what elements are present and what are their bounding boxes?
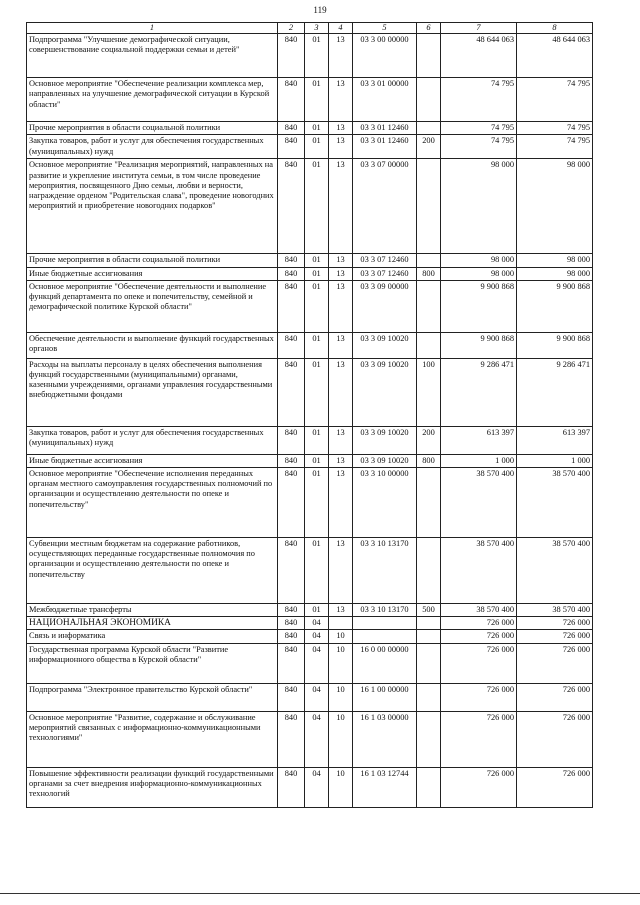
row-expense-type	[417, 711, 441, 767]
row-name: Подпрограмма "Улучшение демографической ситуации, совершенствование социальной поддержки семьи и детей"	[27, 34, 278, 78]
budget-table	[26, 22, 593, 808]
row-ministry-code: 840	[278, 135, 305, 159]
row-section-code: 01	[305, 538, 329, 604]
table-row	[27, 643, 593, 683]
column-header: 4	[329, 23, 353, 34]
row-ministry-code: 840	[278, 767, 305, 807]
row-amount-2: 726 000	[517, 767, 593, 807]
row-amount-1: 726 000	[441, 630, 517, 643]
column-header: 2	[278, 23, 305, 34]
row-expense-type	[417, 617, 441, 630]
row-subsection-code: 13	[329, 122, 353, 135]
row-target-article: 03 3 09 00000	[353, 280, 417, 332]
row-amount-1: 98 000	[441, 254, 517, 267]
row-amount-2: 613 397	[517, 426, 593, 454]
row-expense-type	[417, 280, 441, 332]
row-target-article: 03 3 01 12460	[353, 122, 417, 135]
row-amount-2: 98 000	[517, 254, 593, 267]
row-subsection-code: 10	[329, 630, 353, 643]
row-subsection-code: 13	[329, 426, 353, 454]
row-name: Расходы на выплаты персоналу в целях обеспечения выполнения функций государственными (муниципальными) органами, казенными учреждениями, органами управления государственными внебюджетными фондами	[27, 358, 278, 426]
row-amount-1: 9 286 471	[441, 358, 517, 426]
row-expense-type	[417, 468, 441, 538]
row-section-code: 04	[305, 630, 329, 643]
table-row	[27, 426, 593, 454]
row-target-article: 03 3 00 00000	[353, 34, 417, 78]
row-section-code: 01	[305, 122, 329, 135]
row-subsection-code: 13	[329, 280, 353, 332]
page-bottom-rule	[0, 893, 640, 894]
row-subsection-code: 13	[329, 454, 353, 467]
row-target-article: 03 3 09 10020	[353, 332, 417, 358]
table-row	[27, 767, 593, 807]
row-name: Повышение эффективности реализации функций государственными органами за счет внедрения информационно-коммуникационных технологий	[27, 767, 278, 807]
row-ministry-code: 840	[278, 122, 305, 135]
table-row	[27, 135, 593, 159]
row-amount-1: 98 000	[441, 159, 517, 254]
row-target-article: 03 3 10 00000	[353, 468, 417, 538]
row-amount-2: 98 000	[517, 267, 593, 280]
row-target-article: 16 1 00 00000	[353, 683, 417, 711]
row-amount-2: 9 900 868	[517, 280, 593, 332]
table-row	[27, 454, 593, 467]
row-amount-2: 38 570 400	[517, 538, 593, 604]
row-ministry-code: 840	[278, 538, 305, 604]
row-ministry-code: 840	[278, 617, 305, 630]
row-expense-type	[417, 643, 441, 683]
column-header: 7	[441, 23, 517, 34]
row-section-code: 01	[305, 604, 329, 617]
row-amount-1: 98 000	[441, 267, 517, 280]
row-subsection-code: 13	[329, 538, 353, 604]
table-row	[27, 683, 593, 711]
row-target-article: 16 1 03 12744	[353, 767, 417, 807]
row-section-code: 01	[305, 34, 329, 78]
row-ministry-code: 840	[278, 78, 305, 122]
row-section-code: 01	[305, 358, 329, 426]
row-amount-2: 74 795	[517, 122, 593, 135]
row-target-article: 03 3 10 13170	[353, 538, 417, 604]
row-amount-1: 48 644 063	[441, 34, 517, 78]
row-section-code: 01	[305, 280, 329, 332]
row-name: Закупка товаров, работ и услуг для обеспечения государственных (муниципальных) нужд	[27, 426, 278, 454]
row-ministry-code: 840	[278, 254, 305, 267]
row-amount-2: 726 000	[517, 711, 593, 767]
row-section-code: 01	[305, 159, 329, 254]
table-row	[27, 711, 593, 767]
row-section-code: 04	[305, 711, 329, 767]
row-expense-type	[417, 767, 441, 807]
row-target-article: 03 3 09 10020	[353, 358, 417, 426]
row-section-code: 01	[305, 254, 329, 267]
row-section-code: 01	[305, 468, 329, 538]
row-subsection-code: 13	[329, 358, 353, 426]
row-name: Обеспечение деятельности и выполнение функций государственных органов	[27, 332, 278, 358]
row-subsection-code: 13	[329, 34, 353, 78]
row-target-article: 03 3 07 00000	[353, 159, 417, 254]
row-name: Государственная программа Курской области "Развитие информационного общества в Курской области"	[27, 643, 278, 683]
row-subsection-code: 13	[329, 159, 353, 254]
row-subsection-code: 13	[329, 135, 353, 159]
row-name: Основное мероприятие "Обеспечение реализации комплекса мер, направленных на улучшение демографической ситуации в Курской области"	[27, 78, 278, 122]
table-row	[27, 630, 593, 643]
table-row	[27, 34, 593, 78]
row-expense-type: 200	[417, 426, 441, 454]
table-row	[27, 358, 593, 426]
row-ministry-code: 840	[278, 604, 305, 617]
row-target-article: 03 3 07 12460	[353, 267, 417, 280]
column-header: 3	[305, 23, 329, 34]
row-amount-1: 38 570 400	[441, 538, 517, 604]
row-amount-1: 74 795	[441, 122, 517, 135]
row-target-article: 16 0 00 00000	[353, 643, 417, 683]
row-name: Закупка товаров, работ и услуг для обеспечения государственных (муниципальных) нужд	[27, 135, 278, 159]
table-row	[27, 538, 593, 604]
column-header: 1	[27, 23, 278, 34]
table-row	[27, 468, 593, 538]
row-amount-1: 613 397	[441, 426, 517, 454]
row-ministry-code: 840	[278, 34, 305, 78]
row-subsection-code: 13	[329, 332, 353, 358]
row-amount-1: 1 000	[441, 454, 517, 467]
table-row	[27, 617, 593, 630]
row-expense-type	[417, 34, 441, 78]
row-ministry-code: 840	[278, 683, 305, 711]
row-amount-2: 38 570 400	[517, 604, 593, 617]
table-row	[27, 332, 593, 358]
row-section-code: 01	[305, 135, 329, 159]
row-expense-type: 500	[417, 604, 441, 617]
row-ministry-code: 840	[278, 643, 305, 683]
row-amount-2: 9 900 868	[517, 332, 593, 358]
row-section-code: 04	[305, 683, 329, 711]
row-expense-type: 200	[417, 135, 441, 159]
row-expense-type	[417, 122, 441, 135]
row-amount-1: 726 000	[441, 711, 517, 767]
row-expense-type	[417, 332, 441, 358]
row-subsection-code: 13	[329, 604, 353, 617]
row-subsection-code: 10	[329, 711, 353, 767]
page-number: 119	[313, 5, 327, 15]
row-name: Основное мероприятие "Развитие, содержание и обслуживание мероприятий связанных с информационно-коммуникационными технологиями"	[27, 711, 278, 767]
row-target-article: 16 1 03 00000	[353, 711, 417, 767]
row-ministry-code: 840	[278, 358, 305, 426]
row-amount-2: 726 000	[517, 630, 593, 643]
row-amount-2: 74 795	[517, 78, 593, 122]
row-amount-1: 38 570 400	[441, 604, 517, 617]
column-header: 6	[417, 23, 441, 34]
row-section-code: 01	[305, 454, 329, 467]
column-header: 5	[353, 23, 417, 34]
row-target-article	[353, 630, 417, 643]
row-section-code: 04	[305, 643, 329, 683]
row-ministry-code: 840	[278, 267, 305, 280]
column-header: 8	[517, 23, 593, 34]
row-section-code: 01	[305, 267, 329, 280]
row-name: Иные бюджетные ассигнования	[27, 454, 278, 467]
row-name: Субвенции местным бюджетам на содержание работников, осуществляющих переданные государственные полномочия по организации и осуществлению деятельности по опеке и попечительству	[27, 538, 278, 604]
row-amount-1: 74 795	[441, 135, 517, 159]
row-section-code: 04	[305, 617, 329, 630]
row-amount-1: 74 795	[441, 78, 517, 122]
row-section-code: 01	[305, 426, 329, 454]
row-ministry-code: 840	[278, 454, 305, 467]
row-amount-1: 9 900 868	[441, 332, 517, 358]
row-expense-type	[417, 254, 441, 267]
row-subsection-code: 10	[329, 767, 353, 807]
table-row	[27, 254, 593, 267]
row-target-article: 03 3 09 10020	[353, 426, 417, 454]
table-row	[27, 280, 593, 332]
table-row	[27, 159, 593, 254]
row-subsection-code: 13	[329, 468, 353, 538]
row-name: Подпрограмма "Электронное правительство Курской области"	[27, 683, 278, 711]
row-expense-type	[417, 159, 441, 254]
row-amount-1: 726 000	[441, 767, 517, 807]
row-target-article	[353, 617, 417, 630]
row-section-code: 01	[305, 332, 329, 358]
row-expense-type: 800	[417, 454, 441, 467]
row-target-article: 03 3 01 12460	[353, 135, 417, 159]
table-row	[27, 267, 593, 280]
row-ministry-code: 840	[278, 630, 305, 643]
row-name: Связь и информатика	[27, 630, 278, 643]
row-subsection-code: 13	[329, 78, 353, 122]
row-subsection-code: 10	[329, 643, 353, 683]
row-name: Прочие мероприятия в области социальной политики	[27, 122, 278, 135]
row-target-article: 03 3 01 00000	[353, 78, 417, 122]
row-amount-1: 726 000	[441, 683, 517, 711]
table-row	[27, 604, 593, 617]
row-amount-2: 9 286 471	[517, 358, 593, 426]
row-amount-2: 98 000	[517, 159, 593, 254]
row-amount-2: 48 644 063	[517, 34, 593, 78]
row-amount-2: 726 000	[517, 683, 593, 711]
row-subsection-code: 10	[329, 683, 353, 711]
row-subsection-code	[329, 617, 353, 630]
row-target-article: 03 3 09 10020	[353, 454, 417, 467]
row-ministry-code: 840	[278, 468, 305, 538]
row-ministry-code: 840	[278, 426, 305, 454]
row-name: Межбюджетные трансферты	[27, 604, 278, 617]
row-amount-1: 9 900 868	[441, 280, 517, 332]
row-target-article: 03 3 10 13170	[353, 604, 417, 617]
row-name: Основное мероприятие "Реализация мероприятий, направленных на развитие и укрепление института семьи, в том числе проведение мероприятия, посвященного Дню семьи, любви и верности, награждение орденом "Родительская слава", проведение новогодних мероприятий и приобретение новогодних подарков"	[27, 159, 278, 254]
row-name: Основное мероприятие "Обеспечение деятельности и выполнение функций департамента по опеке и попечительству, семейной и демографической политике Курской области"	[27, 280, 278, 332]
table-row	[27, 122, 593, 135]
table-row	[27, 78, 593, 122]
row-amount-2: 726 000	[517, 617, 593, 630]
row-amount-2: 726 000	[517, 643, 593, 683]
row-subsection-code: 13	[329, 254, 353, 267]
row-name: Иные бюджетные ассигнования	[27, 267, 278, 280]
row-amount-1: 726 000	[441, 643, 517, 683]
row-expense-type	[417, 538, 441, 604]
header-row	[27, 23, 593, 34]
row-name: НАЦИОНАЛЬНАЯ ЭКОНОМИКА	[27, 617, 278, 630]
row-ministry-code: 840	[278, 711, 305, 767]
row-subsection-code: 13	[329, 267, 353, 280]
row-amount-1: 38 570 400	[441, 468, 517, 538]
row-name: Основное мероприятие "Обеспечение исполнения переданных органам местного самоуправления государственных полномочий по организации и осуществлению деятельности по опеке и попечительству"	[27, 468, 278, 538]
row-target-article: 03 3 07 12460	[353, 254, 417, 267]
row-expense-type	[417, 78, 441, 122]
row-amount-2: 1 000	[517, 454, 593, 467]
row-expense-type: 100	[417, 358, 441, 426]
row-expense-type	[417, 630, 441, 643]
row-amount-2: 74 795	[517, 135, 593, 159]
row-ministry-code: 840	[278, 332, 305, 358]
row-ministry-code: 840	[278, 159, 305, 254]
row-section-code: 04	[305, 767, 329, 807]
row-expense-type: 800	[417, 267, 441, 280]
row-amount-1: 726 000	[441, 617, 517, 630]
row-name: Прочие мероприятия в области социальной политики	[27, 254, 278, 267]
row-ministry-code: 840	[278, 280, 305, 332]
row-amount-2: 38 570 400	[517, 468, 593, 538]
row-section-code: 01	[305, 78, 329, 122]
row-expense-type	[417, 683, 441, 711]
